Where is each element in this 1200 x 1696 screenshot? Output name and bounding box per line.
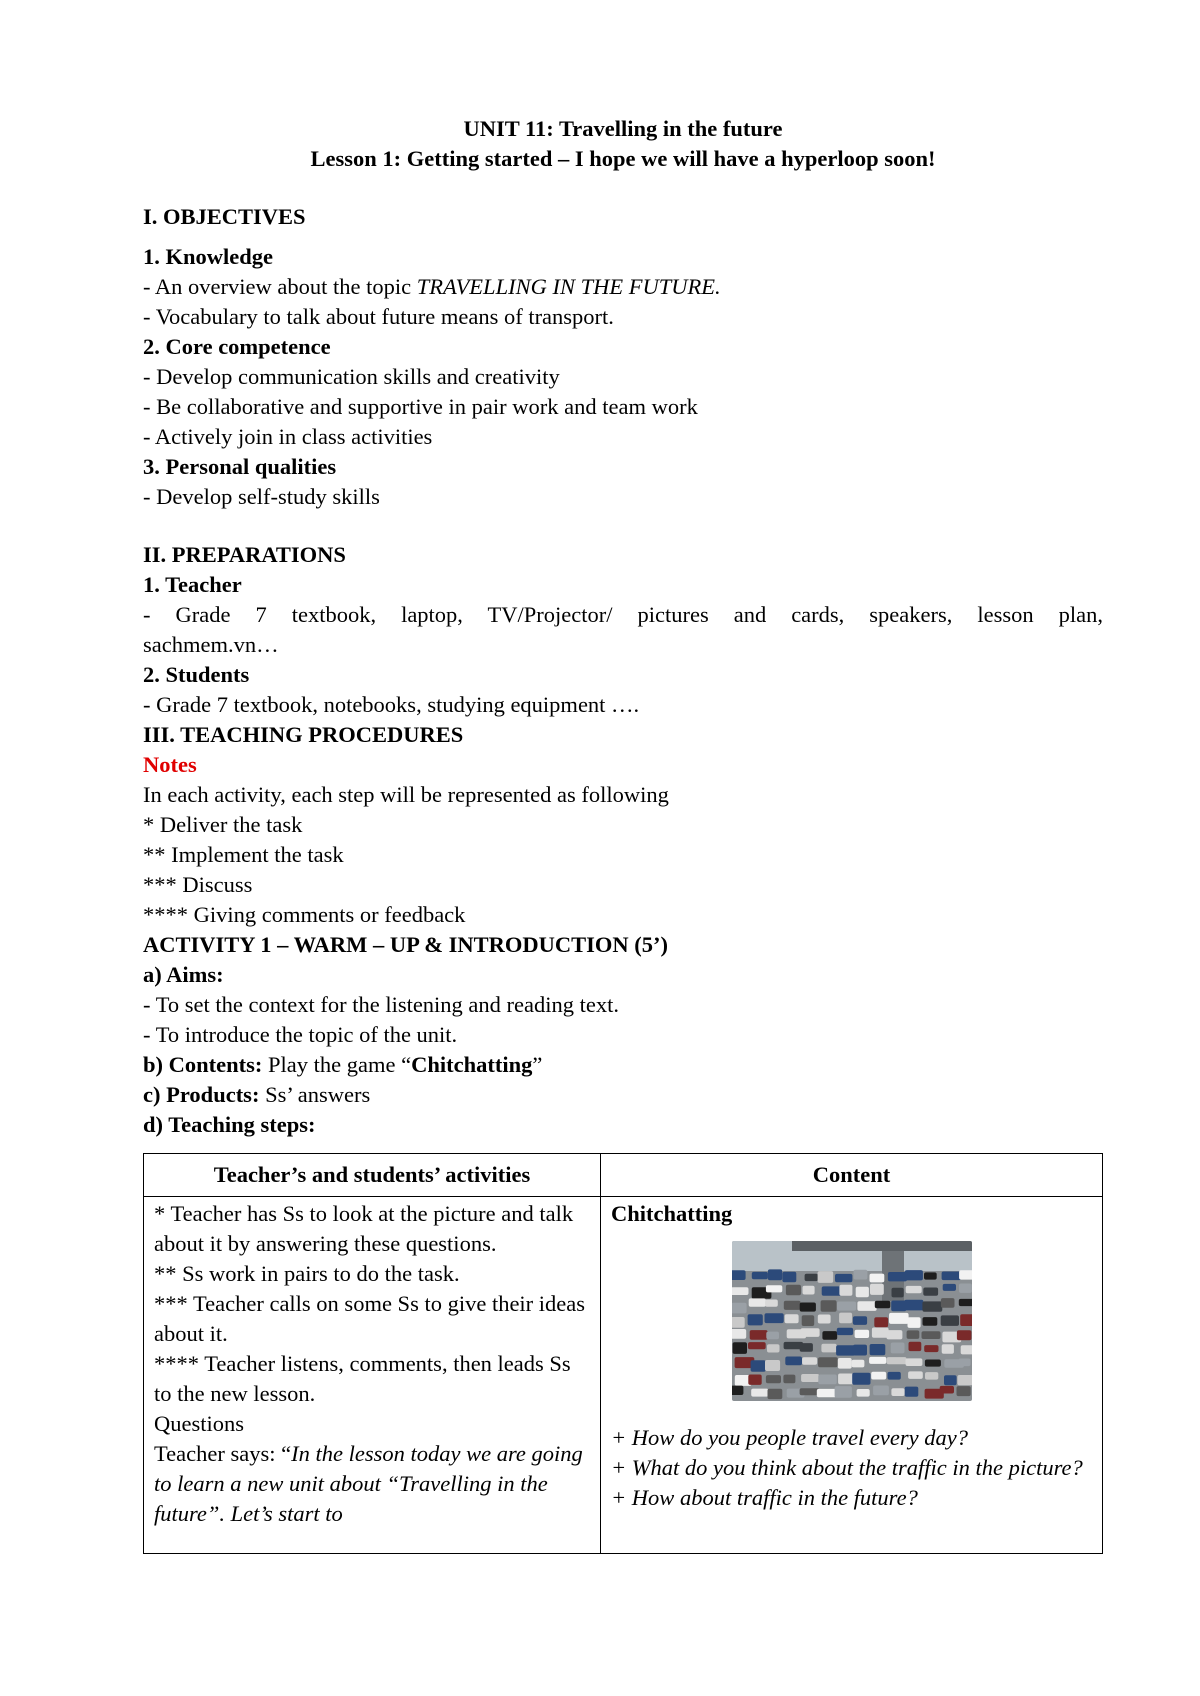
step-item: * Deliver the task [143,812,303,837]
contents-text: Play the game “ [262,1052,412,1077]
notes-intro: In each activity, each step will be represented as following [143,782,669,807]
col-header-content: Content [601,1154,1103,1197]
step-item: ** Implement the task [143,842,344,867]
knowledge-item [143,272,1103,302]
document-body [143,114,1103,1140]
activity-line: **** Teacher listens, comments, then leads Ss to the new lesson. [154,1351,571,1406]
aim-item: - To set the context for the listening and reading text. [143,992,620,1017]
step-item: **** Giving comments or feedback [143,902,466,927]
contents-end: ” [532,1052,543,1077]
products-line [143,1080,1103,1110]
questions-label: Questions [154,1411,244,1436]
activity-line: ** Ss work in pairs to do the task. [154,1261,460,1286]
core-heading: 2. Core competence [143,334,331,359]
teaching-steps-table [143,1153,1103,1554]
products-label: c) Products: [143,1082,260,1107]
core-item: - Actively join in class activities [143,424,433,449]
objectives-heading: I. OBJECTIVES [143,204,306,229]
table-row [144,1197,1103,1554]
aim-item: - To introduce the topic of the unit. [143,1022,458,1047]
contents-line [143,1050,1103,1080]
col-header-activities: Teacher’s and students’ activities [144,1154,601,1197]
activity-line: *** Teacher calls on some Ss to give their ideas about it. [154,1291,586,1346]
lesson-title: Lesson 1: Getting started – I hope we will have a hyperloop soon! [310,146,936,171]
table-header-row [144,1154,1103,1197]
steps-label: d) Teaching steps: [143,1112,316,1137]
core-item: - Develop communication skills and creativity [143,364,560,389]
students-heading: 2. Students [143,662,250,687]
step-item: *** Discuss [143,872,253,897]
knowledge-topic: TRAVELLING IN THE FUTURE. [416,274,721,299]
activities-cell [144,1197,601,1554]
teacher-materials: - Grade 7 textbook, laptop, TV/Projector/ pictures and cards, speakers, lesson plan, [143,602,1103,627]
procedures-heading: III. TEACHING PROCEDURES [143,722,464,747]
personal-item: - Develop self-study skills [143,484,380,509]
contents-label: b) Contents: [143,1052,263,1077]
says-label: Teacher says: “ [154,1441,292,1466]
notes-label: Notes [143,752,197,777]
content-cell [601,1197,1103,1554]
activity1-heading: ACTIVITY 1 – WARM – UP & INTRODUCTION (5’) [143,932,669,957]
knowledge-item: - Vocabulary to talk about future means of transport. [143,304,614,329]
traffic-jam-photo [732,1241,972,1401]
says-quote: In the lesson today we are going to learn a new unit about “Travelling in the future”. Let’s start to [154,1441,583,1526]
aims-label: a) Aims: [143,962,224,987]
question-item: + What do you think about the traffic in the picture? [611,1455,1083,1480]
question-item: + How about traffic in the future? [611,1485,918,1510]
teacher-materials-cont: sachmem.vn… [143,632,279,657]
preparations-heading: II. PREPARATIONS [143,542,346,567]
activity-line: * Teacher has Ss to look at the picture and talk about it by answering these questions. [154,1201,574,1256]
products-text: Ss’ answers [259,1082,371,1107]
teacher-heading: 1. Teacher [143,572,242,597]
unit-title: UNIT 11: Travelling in the future [463,116,783,141]
question-item: + How do you people travel every day? [611,1425,968,1450]
personal-heading: 3. Personal qualities [143,454,337,479]
core-item: - Be collaborative and supportive in pair work and team work [143,394,698,419]
students-materials: - Grade 7 textbook, notebooks, studying equipment …. [143,692,640,717]
knowledge-heading: 1. Knowledge [143,244,274,269]
contents-game: Chitchatting [411,1052,533,1077]
teacher-says [154,1439,590,1529]
content-title: Chitchatting [611,1201,733,1226]
knowledge-prefix: - An overview about the topic [143,274,417,299]
